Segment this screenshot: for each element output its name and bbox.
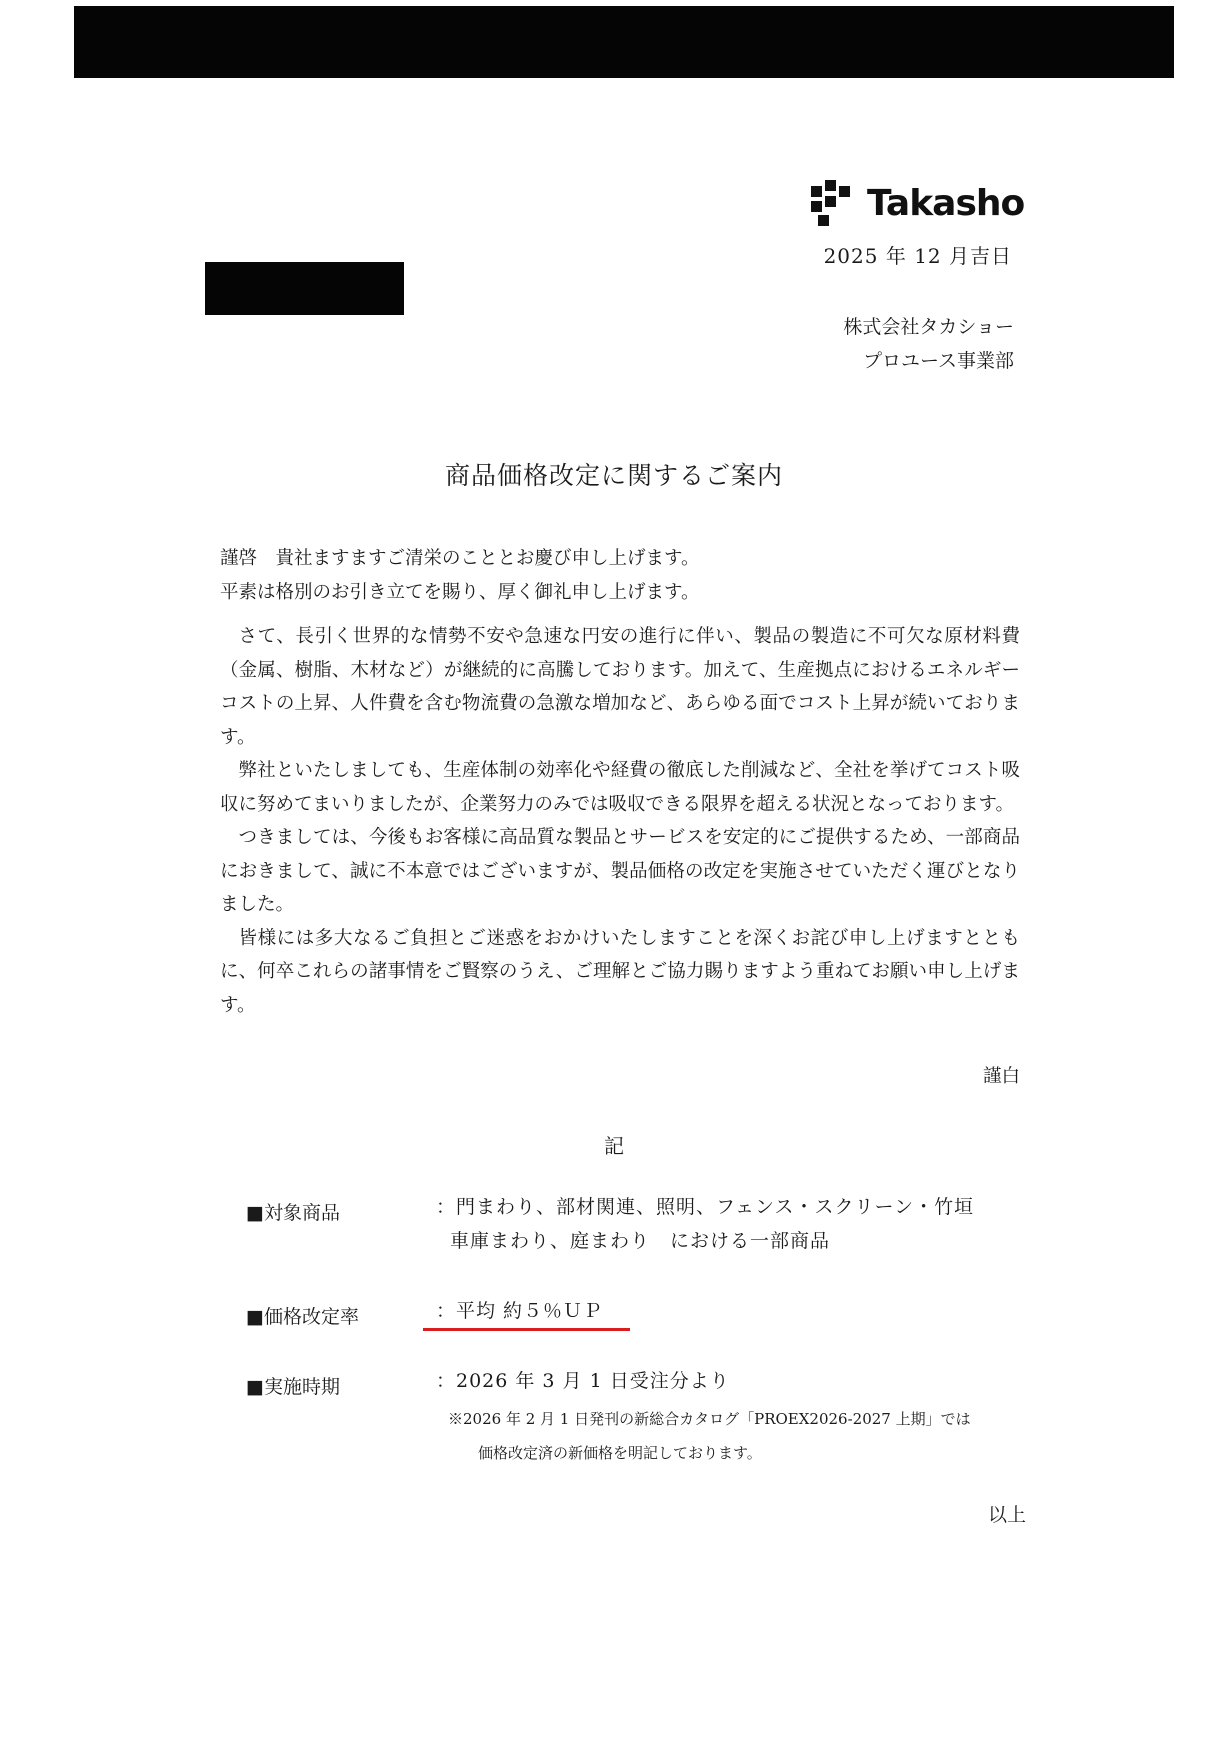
sender-block [843, 310, 1014, 378]
target-products-label: ■対象商品 [246, 1202, 340, 1224]
sender-company: 株式会社タカショー [843, 316, 1014, 338]
catalog-note-line-2: 価格改定済の新価格を明記しております。 [478, 1444, 762, 1462]
document-title: 商品価格改定に関するご案内 [444, 461, 783, 490]
body-paragraph-3: つきましては、今後もお客様に高品質な製品とサービスを安定的にご提供するため、一部商品におきまして、誠に不本意ではございますが、製品価格の改定を実施させていただく運びとなりました。 [220, 827, 1020, 915]
target-products-line-1: ：門まわり、部材関連、照明、フェンス・スクリーン・竹垣 [436, 1196, 975, 1218]
logo-mark-icon [811, 180, 857, 226]
ki-heading: 記 [604, 1134, 624, 1158]
closing-kinpaku: 謹白 [982, 1066, 1020, 1087]
catalog-note-line-1: ※2026 年 2 月 1 日発刊の新総合カタログ「PROEX2026-2027 上期」では [448, 1410, 971, 1428]
sender-department: プロユース事業部 [862, 350, 1014, 372]
ijo-end-mark: 以上 [987, 1504, 1026, 1526]
takasho-logo [811, 176, 1024, 230]
target-products-line-2: 車庫まわり、庭まわり における一部商品 [450, 1230, 831, 1252]
implementation-date-value [436, 1364, 730, 1398]
redaction-recipient [205, 262, 404, 315]
catalog-note [448, 1402, 971, 1470]
body-paragraph-4: 皆様には多大なるご負担とご迷惑をおかけいたしますことを深くお詫び申し上げますとともに、何卒これらの諸事情をご賢察のうえ、ご理解とご協力賜りますよう重ねてお願い申し上げます。 [220, 927, 1020, 1016]
issue-date: 2025 年 12 月吉日 [823, 244, 1012, 268]
salutation-line-1: 謹啓 貴社ますますご清栄のこととお慶び申し上げます。 [220, 548, 700, 569]
price-rate-value [436, 1294, 603, 1328]
implementation-date-text: ：2026 年 3 月 1 日受注分より [436, 1370, 730, 1392]
target-products-value [436, 1190, 974, 1258]
price-rate-label: ■価格改定率 [246, 1306, 359, 1328]
implementation-date-label: ■実施時期 [246, 1376, 340, 1398]
price-rate-underline [423, 1328, 630, 1331]
redaction-bar-top [74, 6, 1174, 78]
salutation [220, 542, 700, 610]
price-rate-text: ：平均 約５％ＵＰ [436, 1300, 604, 1322]
body-paragraph-2: 弊社といたしましても、生産体制の効率化や経費の徹底した削減など、全社を挙げてコスト吸収に努めてまいりましたが、企業努力のみでは吸収できる限界を超える状況となっております。 [220, 760, 1020, 815]
body-text [220, 620, 1020, 1022]
body-paragraph-1: さて、長引く世界的な情勢不安や急速な円安の進行に伴い、製品の製造に不可欠な原材料費（金属、樹脂、木材など）が継続的に高騰しております。加えて、生産拠点におけるエネルギーコストの上昇、人件費を含む物流費の急激な増加など、あらゆる面でコスト上昇が続いております。 [220, 626, 1020, 748]
salutation-line-2: 平素は格別のお引き立てを賜り、厚く御礼申し上げます。 [220, 582, 700, 603]
logo-text: Takasho [867, 182, 1025, 224]
